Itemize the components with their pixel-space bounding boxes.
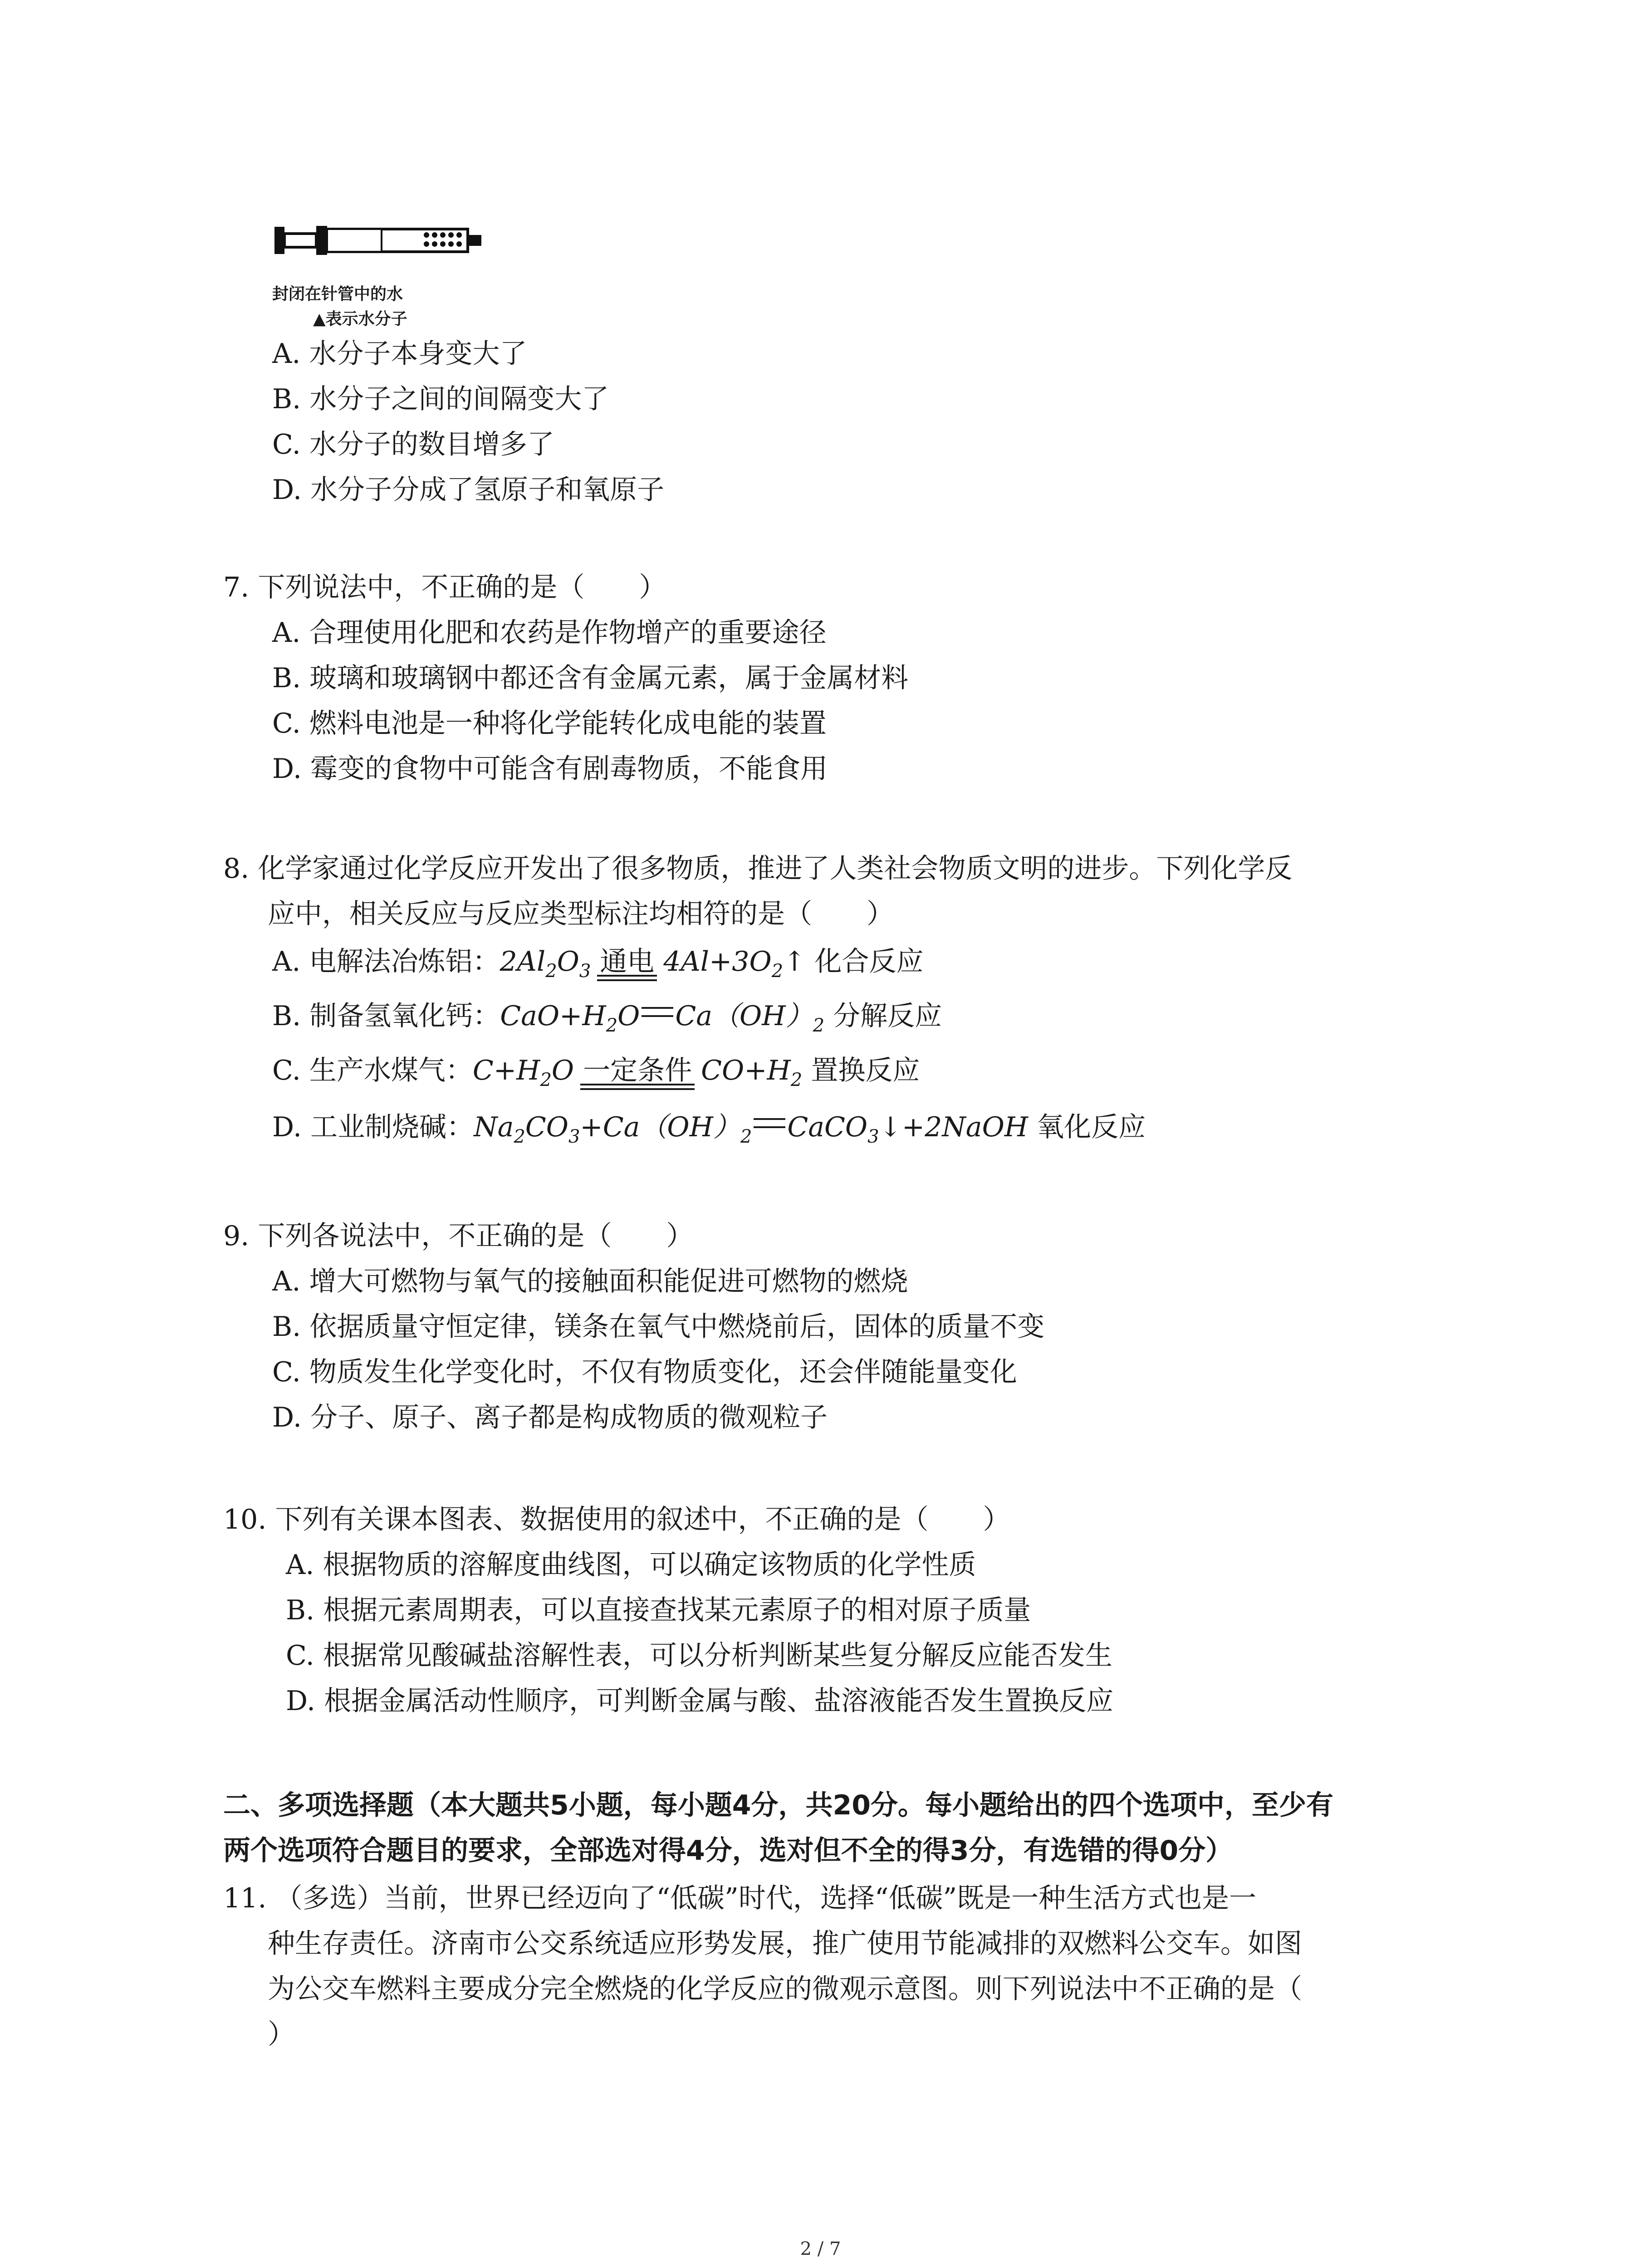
q8-option-c-label: C. 生产水煤气： <box>272 1055 473 1086</box>
q9-stem: 9. 下列各说法中，不正确的是（ ） <box>223 1220 694 1252</box>
figure-caption-1: 封闭在针管中的水 <box>272 285 403 303</box>
q10-option-c: C. 根据常见酸碱盐溶解性表，可以分析判断某些复分解反应能否发生 <box>286 1640 1112 1672</box>
figure-caption-2: ▲表示水分子 <box>313 310 407 328</box>
q8-formula-c: $C+H_2O$ 一定条件 $CO+H_2$ <box>472 1055 803 1090</box>
page-number: 2 / 7 <box>800 2239 841 2259</box>
q8-formula-b: $CaO+H_2O$ $Ca(OH)_2$ <box>500 1000 825 1036</box>
q6-option-b: B. 水分子之间的间隔变大了 <box>272 383 609 415</box>
q6-option-c: C. 水分子的数目增多了 <box>272 429 554 460</box>
q10-option-b: B. 根据元素周期表，可以直接查找某元素原子的相对原子质量 <box>286 1594 1031 1626</box>
q8-stem-2: 应中，相关反应与反应类型标注均相符的是（ ） <box>268 898 894 930</box>
q8-cond-a: 通电 <box>597 946 657 978</box>
q9-option-c: C. 物质发生化学变化时，不仅有物质变化，还会伴随能量变化 <box>272 1356 1017 1388</box>
q6-option-a: A. 水分子本身变大了 <box>272 338 527 370</box>
syringe-figure <box>272 218 499 336</box>
q7-option-a: A. 合理使用化肥和农药是作物增产的重要途径 <box>272 617 827 649</box>
q9-option-b: B. 依据质量守恒定律，镁条在氧气中燃烧前后，固体的质量不变 <box>272 1311 1045 1343</box>
q10-stem: 10. 下列有关课本图表、数据使用的叙述中，不正确的是（ ） <box>223 1504 1010 1535</box>
q8-type-b: 分解反应 <box>824 1000 942 1032</box>
q8-option-a <box>272 946 923 987</box>
q8-type-d: 氧化反应 <box>1028 1111 1146 1143</box>
q11-line-3: 为公交车燃料主要成分完全燃烧的化学反应的微观示意图。则下列说法中不正确的是（ <box>268 1973 1302 2005</box>
q8-type-c: 置换反应 <box>802 1055 920 1086</box>
q8-option-b <box>272 1000 942 1041</box>
q10-option-a: A. 根据物质的溶解度曲线图，可以确定该物质的化学性质 <box>286 1549 976 1581</box>
q7-option-b: B. 玻璃和玻璃钢中都还含有金属元素，属于金属材料 <box>272 662 909 694</box>
q8-option-c <box>272 1055 920 1096</box>
q11-line-2: 种生存责任。济南市公交系统适应形势发展，推广使用节能减排的双燃料公交车。如图 <box>268 1928 1302 1960</box>
q9-option-a: A. 增大可燃物与氧气的接触面积能促进可燃物的燃烧 <box>272 1266 908 1297</box>
q8-type-a: 化合反应 <box>806 946 924 978</box>
q6-option-d: D. 水分子分成了氢原子和氧原子 <box>272 474 665 506</box>
q8-option-d-label: D. 工业制烧碱： <box>272 1111 474 1143</box>
q9-option-d: D. 分子、原子、离子都是构成物质的微观粒子 <box>272 1402 828 1433</box>
q8-cond-c: 一定条件 <box>580 1055 695 1086</box>
q7-stem: 7. 下列说法中，不正确的是（ ） <box>223 572 666 603</box>
section-2-heading-2: 两个选项符合题目的要求，全部选对得4分，选对但不全的得3分，有选错的得0分） <box>223 1835 1233 1867</box>
section-2-heading-1: 二、多项选择题（本大题共5小题，每小题4分，共20分。每小题给出的四个选项中，至少有 <box>223 1789 1333 1821</box>
q8-option-b-label: B. 制备氢氧化钙： <box>272 1000 500 1032</box>
q8-option-a-label: A. 电解法冶炼铝： <box>272 946 500 978</box>
syringe-icon <box>272 218 499 277</box>
q8-formula-d: $Na_2CO_3+Ca(OH)_2$ CaCO$_3$↓+2NaOH <box>474 1111 1029 1147</box>
q11-line-4: ） <box>268 2019 295 2050</box>
q8-option-d <box>272 1111 1146 1153</box>
q7-option-c: C. 燃料电池是一种将化学能转化成电能的装置 <box>272 708 827 739</box>
q8-stem-1: 8. 化学家通过化学反应开发出了很多物质，推进了人类社会物质文明的进步。下列化学反 <box>223 853 1293 885</box>
q11-line-1: 11. （多选）当前，世界已经迈向了“低碳”时代，选择“低碳”既是一种生活方式也是一 <box>223 1882 1257 1914</box>
q7-option-d: D. 霉变的食物中可能含有剧毒物质，不能食用 <box>272 753 828 785</box>
q10-option-d: D. 根据金属活动性顺序，可判断金属与酸、盐溶液能否发生置换反应 <box>286 1685 1114 1717</box>
q8-formula-a: $2Al_2O_3$ 通电 $4Al+3O_2↑$ <box>500 946 806 982</box>
